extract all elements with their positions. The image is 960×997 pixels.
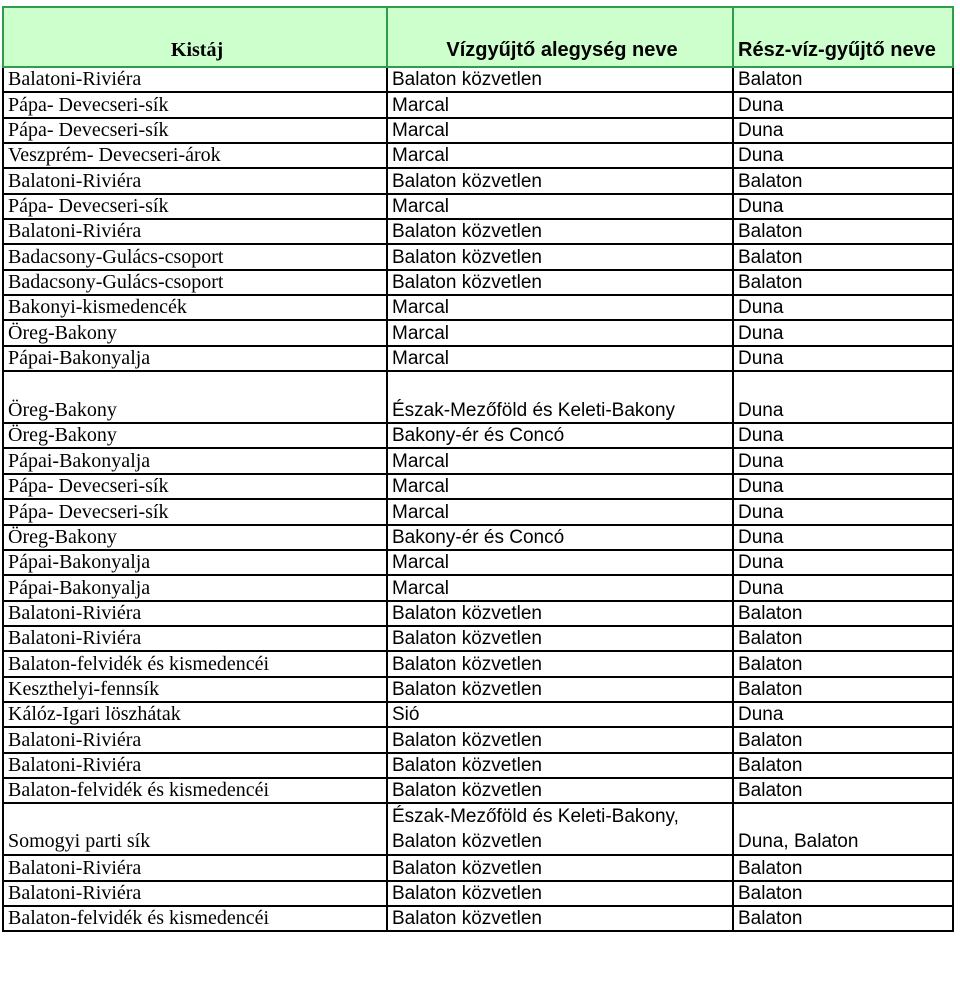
cell-resz-vizgyujto: Duna bbox=[733, 143, 953, 168]
table-row bbox=[3, 778, 953, 803]
cell-kistaj: Balatoni-Riviéra bbox=[3, 626, 387, 651]
cell-kistaj: Balatoni-Riviéra bbox=[3, 855, 387, 880]
cell-resz-vizgyujto: Duna bbox=[733, 423, 953, 448]
table-row bbox=[3, 194, 953, 219]
cell-vizgyujto-alegyseg: Marcal bbox=[387, 320, 733, 345]
table-row bbox=[3, 906, 953, 931]
header-row bbox=[3, 7, 953, 67]
cell-kistaj: Balatoni-Riviéra bbox=[3, 67, 387, 92]
table-body bbox=[3, 67, 953, 931]
cell-resz-vizgyujto: Duna, Balaton bbox=[733, 803, 953, 855]
cell-vizgyujto-alegyseg: Balaton közvetlen bbox=[387, 601, 733, 626]
table-row bbox=[3, 295, 953, 320]
cell-kistaj: Balatoni-Riviéra bbox=[3, 219, 387, 244]
table-row bbox=[3, 474, 953, 499]
cell-kistaj: Pápa- Devecseri-sík bbox=[3, 118, 387, 143]
cell-resz-vizgyujto: Duna bbox=[733, 346, 953, 371]
table-row bbox=[3, 881, 953, 906]
cell-vizgyujto-alegyseg: Sió bbox=[387, 702, 733, 727]
cell-kistaj: Balatoni-Riviéra bbox=[3, 753, 387, 778]
cell-vizgyujto-alegyseg: Marcal bbox=[387, 143, 733, 168]
cell-resz-vizgyujto: Duna bbox=[733, 194, 953, 219]
cell-vizgyujto-alegyseg: Balaton közvetlen bbox=[387, 219, 733, 244]
cell-kistaj: Balaton-felvidék és kismedencéi bbox=[3, 906, 387, 931]
cell-kistaj: Bakonyi-kismedencék bbox=[3, 295, 387, 320]
cell-kistaj: Keszthelyi-fennsík bbox=[3, 677, 387, 702]
cell-vizgyujto-alegyseg: Balaton közvetlen bbox=[387, 168, 733, 193]
table-row bbox=[3, 651, 953, 676]
cell-kistaj: Balatoni-Riviéra bbox=[3, 168, 387, 193]
cell-vizgyujto-alegyseg: Marcal bbox=[387, 499, 733, 524]
cell-kistaj: Balatoni-Riviéra bbox=[3, 601, 387, 626]
cell-kistaj: Öreg-Bakony bbox=[3, 525, 387, 550]
table-row bbox=[3, 92, 953, 117]
cell-kistaj: Pápa- Devecseri-sík bbox=[3, 499, 387, 524]
table-row bbox=[3, 601, 953, 626]
cell-vizgyujto-alegyseg: Észak-Mezőföld és Keleti-Bakony, Balaton közvetlen bbox=[387, 803, 733, 855]
table-row bbox=[3, 727, 953, 752]
table-row bbox=[3, 702, 953, 727]
cell-resz-vizgyujto: Balaton bbox=[733, 881, 953, 906]
cell-vizgyujto-alegyseg: Marcal bbox=[387, 550, 733, 575]
table-row bbox=[3, 626, 953, 651]
table-wrapper bbox=[2, 6, 954, 932]
cell-vizgyujto-alegyseg: Marcal bbox=[387, 346, 733, 371]
table-row bbox=[3, 270, 953, 295]
cell-resz-vizgyujto: Balaton bbox=[733, 753, 953, 778]
cell-vizgyujto-alegyseg: Marcal bbox=[387, 92, 733, 117]
cell-kistaj: Öreg-Bakony bbox=[3, 371, 387, 423]
cell-kistaj: Badacsony-Gulács-csoport bbox=[3, 244, 387, 269]
column-header-kistaj: Kistáj bbox=[3, 7, 387, 67]
cell-vizgyujto-alegyseg: Balaton közvetlen bbox=[387, 677, 733, 702]
cell-kistaj: Kálóz-Igari löszhátak bbox=[3, 702, 387, 727]
table-row bbox=[3, 143, 953, 168]
cell-resz-vizgyujto: Duna bbox=[733, 118, 953, 143]
cell-resz-vizgyujto: Duna bbox=[733, 575, 953, 600]
table-row bbox=[3, 499, 953, 524]
cell-resz-vizgyujto: Duna bbox=[733, 525, 953, 550]
table-row bbox=[3, 423, 953, 448]
cell-vizgyujto-alegyseg: Balaton közvetlen bbox=[387, 651, 733, 676]
cell-vizgyujto-alegyseg: Bakony-ér és Concó bbox=[387, 525, 733, 550]
cell-vizgyujto-alegyseg: Bakony-ér és Concó bbox=[387, 423, 733, 448]
table-row bbox=[3, 550, 953, 575]
table-row bbox=[3, 371, 953, 423]
cell-kistaj: Pápa- Devecseri-sík bbox=[3, 474, 387, 499]
table-row bbox=[3, 448, 953, 473]
cell-kistaj: Öreg-Bakony bbox=[3, 320, 387, 345]
table-row bbox=[3, 118, 953, 143]
cell-resz-vizgyujto: Balaton bbox=[733, 778, 953, 803]
cell-vizgyujto-alegyseg: Balaton közvetlen bbox=[387, 753, 733, 778]
table-row bbox=[3, 803, 953, 855]
cell-kistaj: Veszprém- Devecseri-árok bbox=[3, 143, 387, 168]
cell-resz-vizgyujto: Duna bbox=[733, 474, 953, 499]
cell-kistaj: Balatoni-Riviéra bbox=[3, 727, 387, 752]
cell-vizgyujto-alegyseg: Balaton közvetlen bbox=[387, 855, 733, 880]
cell-kistaj: Balaton-felvidék és kismedencéi bbox=[3, 651, 387, 676]
cell-vizgyujto-alegyseg: Marcal bbox=[387, 194, 733, 219]
cell-resz-vizgyujto: Balaton bbox=[733, 906, 953, 931]
cell-vizgyujto-alegyseg: Észak-Mezőföld és Keleti-Bakony bbox=[387, 371, 733, 423]
table-row bbox=[3, 855, 953, 880]
cell-resz-vizgyujto: Duna bbox=[733, 550, 953, 575]
cell-kistaj: Pápai-Bakonyalja bbox=[3, 550, 387, 575]
table-row bbox=[3, 575, 953, 600]
table-row bbox=[3, 677, 953, 702]
cell-resz-vizgyujto: Duna bbox=[733, 320, 953, 345]
table-row bbox=[3, 346, 953, 371]
cell-kistaj: Balaton-felvidék és kismedencéi bbox=[3, 778, 387, 803]
cell-vizgyujto-alegyseg: Marcal bbox=[387, 474, 733, 499]
cell-vizgyujto-alegyseg: Marcal bbox=[387, 295, 733, 320]
column-header-vizgyujto-alegyseg: Vízgyűjtő alegység neve bbox=[387, 7, 733, 67]
cell-kistaj: Balatoni-Riviéra bbox=[3, 881, 387, 906]
cell-resz-vizgyujto: Duna bbox=[733, 499, 953, 524]
cell-vizgyujto-alegyseg: Marcal bbox=[387, 575, 733, 600]
cell-resz-vizgyujto: Balaton bbox=[733, 67, 953, 92]
cell-vizgyujto-alegyseg: Balaton közvetlen bbox=[387, 270, 733, 295]
cell-resz-vizgyujto: Balaton bbox=[733, 244, 953, 269]
cell-resz-vizgyujto: Balaton bbox=[733, 651, 953, 676]
cell-kistaj: Pápa- Devecseri-sík bbox=[3, 194, 387, 219]
cell-vizgyujto-alegyseg: Balaton közvetlen bbox=[387, 778, 733, 803]
cell-kistaj: Pápai-Bakonyalja bbox=[3, 448, 387, 473]
cell-vizgyujto-alegyseg: Marcal bbox=[387, 448, 733, 473]
cell-resz-vizgyujto: Balaton bbox=[733, 168, 953, 193]
cell-resz-vizgyujto: Duna bbox=[733, 702, 953, 727]
cell-resz-vizgyujto: Balaton bbox=[733, 626, 953, 651]
cell-kistaj: Somogyi parti sík bbox=[3, 803, 387, 855]
cell-resz-vizgyujto: Balaton bbox=[733, 219, 953, 244]
cell-resz-vizgyujto: Balaton bbox=[733, 270, 953, 295]
cell-vizgyujto-alegyseg: Balaton közvetlen bbox=[387, 727, 733, 752]
cell-vizgyujto-alegyseg: Balaton közvetlen bbox=[387, 906, 733, 931]
table-row bbox=[3, 244, 953, 269]
table-row bbox=[3, 67, 953, 92]
cell-resz-vizgyujto: Balaton bbox=[733, 677, 953, 702]
cell-vizgyujto-alegyseg: Marcal bbox=[387, 118, 733, 143]
cell-vizgyujto-alegyseg: Balaton közvetlen bbox=[387, 881, 733, 906]
column-header-resz-vizgyujto: Rész-víz-gyűjtő neve bbox=[733, 7, 953, 67]
table-row bbox=[3, 525, 953, 550]
cell-kistaj: Pápai-Bakonyalja bbox=[3, 346, 387, 371]
cell-kistaj: Pápa- Devecseri-sík bbox=[3, 92, 387, 117]
cell-resz-vizgyujto: Duna bbox=[733, 295, 953, 320]
cell-resz-vizgyujto: Balaton bbox=[733, 855, 953, 880]
cell-resz-vizgyujto: Duna bbox=[733, 448, 953, 473]
cell-kistaj: Öreg-Bakony bbox=[3, 423, 387, 448]
cell-vizgyujto-alegyseg: Balaton közvetlen bbox=[387, 67, 733, 92]
cell-kistaj: Pápai-Bakonyalja bbox=[3, 575, 387, 600]
cell-resz-vizgyujto: Balaton bbox=[733, 727, 953, 752]
table-row bbox=[3, 219, 953, 244]
table-row bbox=[3, 753, 953, 778]
cell-vizgyujto-alegyseg: Balaton közvetlen bbox=[387, 244, 733, 269]
data-table bbox=[2, 6, 954, 932]
cell-resz-vizgyujto: Duna bbox=[733, 371, 953, 423]
table-row bbox=[3, 168, 953, 193]
cell-resz-vizgyujto: Duna bbox=[733, 92, 953, 117]
cell-resz-vizgyujto: Balaton bbox=[733, 601, 953, 626]
table-row bbox=[3, 320, 953, 345]
cell-kistaj: Badacsony-Gulács-csoport bbox=[3, 270, 387, 295]
cell-vizgyujto-alegyseg: Balaton közvetlen bbox=[387, 626, 733, 651]
